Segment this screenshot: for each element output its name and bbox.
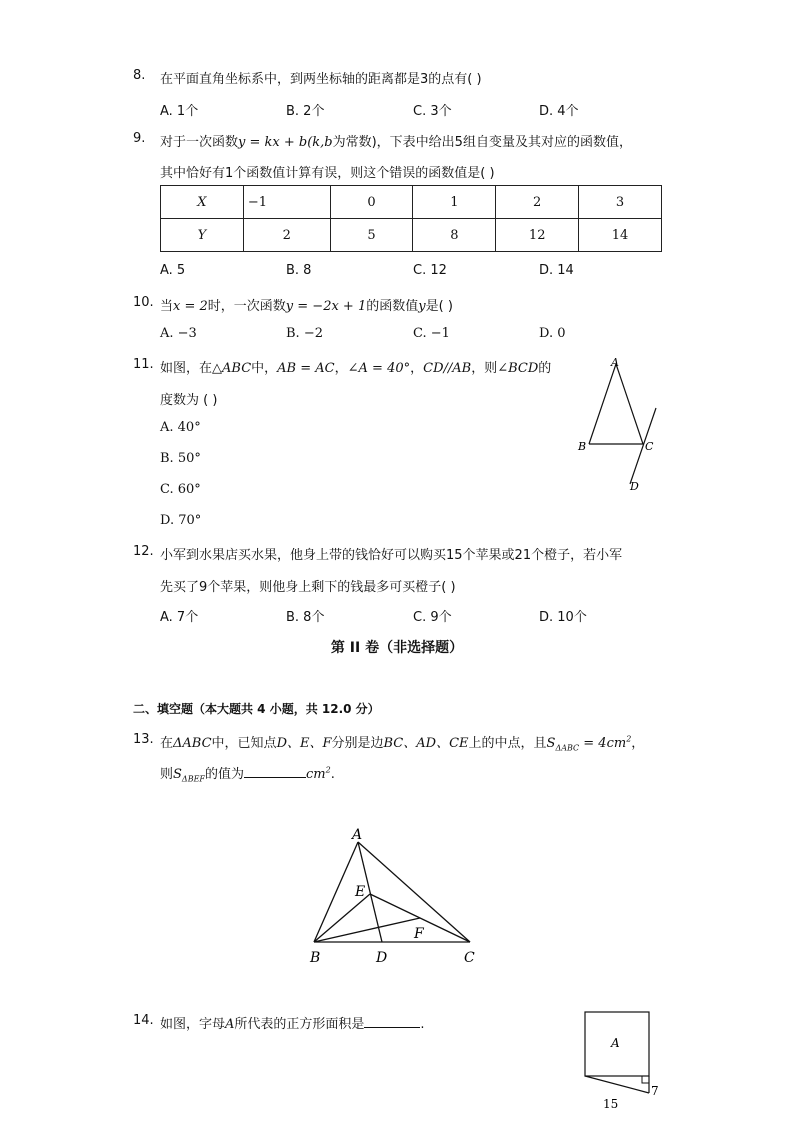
q13-line2-end: . <box>330 767 335 782</box>
q12-stem-line1: 小军到水果店买水果，他身上带的钱恰好可以购买15个苹果或21个橙子，若小军 <box>160 548 623 563</box>
label-f: F <box>414 926 424 942</box>
q11-stem-c: ，则 <box>471 361 498 376</box>
label-d: D <box>630 480 639 493</box>
q10-var: y <box>418 299 426 314</box>
q8-option-a: A. 1个 <box>160 104 199 119</box>
q10-stem <box>160 295 453 314</box>
label-e: E <box>355 884 366 900</box>
q11-stem <box>160 357 551 376</box>
q9-option-d: D. 14 <box>539 263 574 278</box>
part2-title: 第 II 卷（非选择题） <box>330 640 464 656</box>
q13-area-given <box>547 736 632 751</box>
segment-ab <box>314 842 358 942</box>
q13-ask-symbol: S <box>173 767 182 782</box>
q11-cond3: CD//AB <box>423 361 472 376</box>
q9-stem-text-b: 为常数)，下表中给出5组自变量及其对应的函数值， <box>332 135 632 150</box>
triangle-hypotenuse <box>585 1076 649 1093</box>
q9-stem-formula: y = kx + b(k,b <box>238 135 333 150</box>
table-cell-y-0: 2 <box>243 219 330 252</box>
q11-triangle: △ABC <box>212 361 252 376</box>
q13-line2-b: 的值为 <box>204 767 244 782</box>
label-a: A <box>611 356 619 369</box>
label-a: A <box>611 1036 620 1050</box>
q14-answer-blank[interactable] <box>364 1015 420 1028</box>
segment-ab <box>589 364 616 444</box>
q13-line2-a: 则 <box>160 767 174 782</box>
q10-condition: x = 2 <box>173 299 208 314</box>
q13-number: 13. <box>133 732 154 747</box>
right-angle-mark <box>642 1076 649 1083</box>
table-cell-y-3: 12 <box>496 219 579 252</box>
q14-stem <box>160 1013 425 1032</box>
q9-value-table <box>160 185 662 252</box>
q13-unit: cm <box>305 767 326 782</box>
q13-stem-line2 <box>160 763 335 784</box>
table-cell-y-2: 8 <box>413 219 496 252</box>
q10-option-a: A. −3 <box>160 326 197 341</box>
q13-area-superscript: 2 <box>626 734 632 744</box>
q13-ask-subscript: ΔBEF <box>181 774 205 784</box>
q13-stem-b: 中，已知点 <box>211 736 277 751</box>
q10-stem-a: 当 <box>160 299 174 314</box>
q10-stem-b: 时，一次函数 <box>207 299 286 314</box>
q9-number: 9. <box>133 131 146 146</box>
q13-stem-e: ， <box>631 736 645 751</box>
q14-figure <box>575 1005 665 1115</box>
q9-option-a: A. 5 <box>160 263 186 278</box>
label-c: C <box>464 950 475 966</box>
q13-triangle: ΔABC <box>173 736 212 751</box>
table-cell-x-2: 1 <box>413 186 496 219</box>
q12-option-b: B. 8个 <box>286 610 325 625</box>
q12-option-d: D. 10个 <box>539 610 587 625</box>
q9-option-c: C. 12 <box>413 263 447 278</box>
q8-number: 8. <box>133 68 146 83</box>
label-a: A <box>352 827 363 843</box>
label-c: C <box>645 440 654 453</box>
q8-stem: 在平面直角坐标系中，到两坐标轴的距离都是3的点有( ) <box>160 72 482 87</box>
q14-var: A <box>225 1017 235 1032</box>
table-cell-y-4: 14 <box>579 219 662 252</box>
label-15: 15 <box>603 1097 619 1111</box>
table-cell-x-3: 2 <box>496 186 579 219</box>
q9-stem-line2: 其中恰好有1个函数值计算有误，则这个错误的函数值是( ) <box>160 166 495 181</box>
q9-option-b: B. 8 <box>286 263 312 278</box>
q13-stem-c: 分别是边 <box>331 736 384 751</box>
q13-figure <box>300 822 490 970</box>
q13-answer-blank[interactable] <box>244 765 306 778</box>
q11-option-c: C. 60° <box>160 482 201 497</box>
q13-sides: BC、AD、CE <box>383 736 469 751</box>
q11-stem-b: 中， <box>251 361 278 376</box>
q13-stem-a: 在 <box>160 736 174 751</box>
q11-option-b: B. 50° <box>160 451 201 466</box>
q11-number: 11. <box>133 357 154 372</box>
label-7: 7 <box>651 1084 659 1098</box>
table-row <box>161 186 662 219</box>
q11-cond1: AB = AC <box>277 361 335 376</box>
q11-option-a: A. 40° <box>160 420 201 435</box>
table-cell-x-0: −1 <box>243 186 330 219</box>
q12-option-a: A. 7个 <box>160 610 199 625</box>
q11-target: ∠BCD <box>497 361 539 376</box>
q10-formula: y = −2x + 1 <box>285 299 367 314</box>
q8-option-b: B. 2个 <box>286 104 325 119</box>
q10-option-c: C. −1 <box>413 326 450 341</box>
section2-title: 二、填空题（本大题共 4 小题，共 12.0 分） <box>133 702 380 716</box>
label-b: B <box>310 950 321 966</box>
table-row <box>161 219 662 252</box>
table-cell-x-1: 0 <box>330 186 413 219</box>
q13-area-symbol: S <box>546 736 556 751</box>
q13-points: D、E、F <box>276 736 332 751</box>
q9-stem <box>160 131 632 150</box>
q14-stem-b: 所代表的正方形面积是 <box>234 1017 365 1032</box>
q10-stem-c: 的函数值 <box>366 299 419 314</box>
q13-unit-superscript: 2 <box>325 765 331 775</box>
table-cell-x-4: 3 <box>579 186 662 219</box>
q11-stem-line2: 度数为 ( ) <box>160 393 218 408</box>
q13-area-subscript: ΔABC <box>555 743 580 753</box>
q13-stem-d: 上的中点，且 <box>468 736 547 751</box>
q12-stem-line2: 先买了9个苹果，则他身上剩下的钱最多可买橙子( ) <box>160 580 456 595</box>
q12-option-c: C. 9个 <box>413 610 452 625</box>
label-b: B <box>578 440 587 453</box>
q9-stem-text-a: 对于一次函数 <box>160 135 239 150</box>
q13-area-value: = 4cm <box>579 736 627 751</box>
q10-option-b: B. −2 <box>286 326 323 341</box>
q14-number: 14. <box>133 1013 154 1028</box>
q13-stem <box>160 732 644 753</box>
q11-stem-d: 的 <box>538 361 552 376</box>
q10-option-d: D. 0 <box>539 326 566 341</box>
q8-option-d: D. 4个 <box>539 104 579 119</box>
q11-sep1: ， <box>334 361 348 376</box>
q11-cond2: ∠A = 40° <box>347 361 411 376</box>
table-header-y: Y <box>161 219 244 252</box>
q11-figure <box>570 352 670 500</box>
q10-stem-d: 是( ) <box>425 299 453 314</box>
q14-stem-end: . <box>420 1017 425 1032</box>
segment-ac <box>616 364 643 444</box>
table-cell-y-1: 5 <box>330 219 413 252</box>
q11-stem-a: 如图，在 <box>160 361 213 376</box>
q10-number: 10. <box>133 295 154 310</box>
q8-option-c: C. 3个 <box>413 104 452 119</box>
q12-number: 12. <box>133 544 154 559</box>
table-header-x: X <box>161 186 244 219</box>
q11-option-d: D. 70° <box>160 513 202 528</box>
q14-stem-a: 如图，字母 <box>160 1017 226 1032</box>
segment-bf <box>314 918 420 942</box>
label-d: D <box>376 950 388 966</box>
segment-be <box>314 894 370 942</box>
q11-sep2: ， <box>410 361 424 376</box>
